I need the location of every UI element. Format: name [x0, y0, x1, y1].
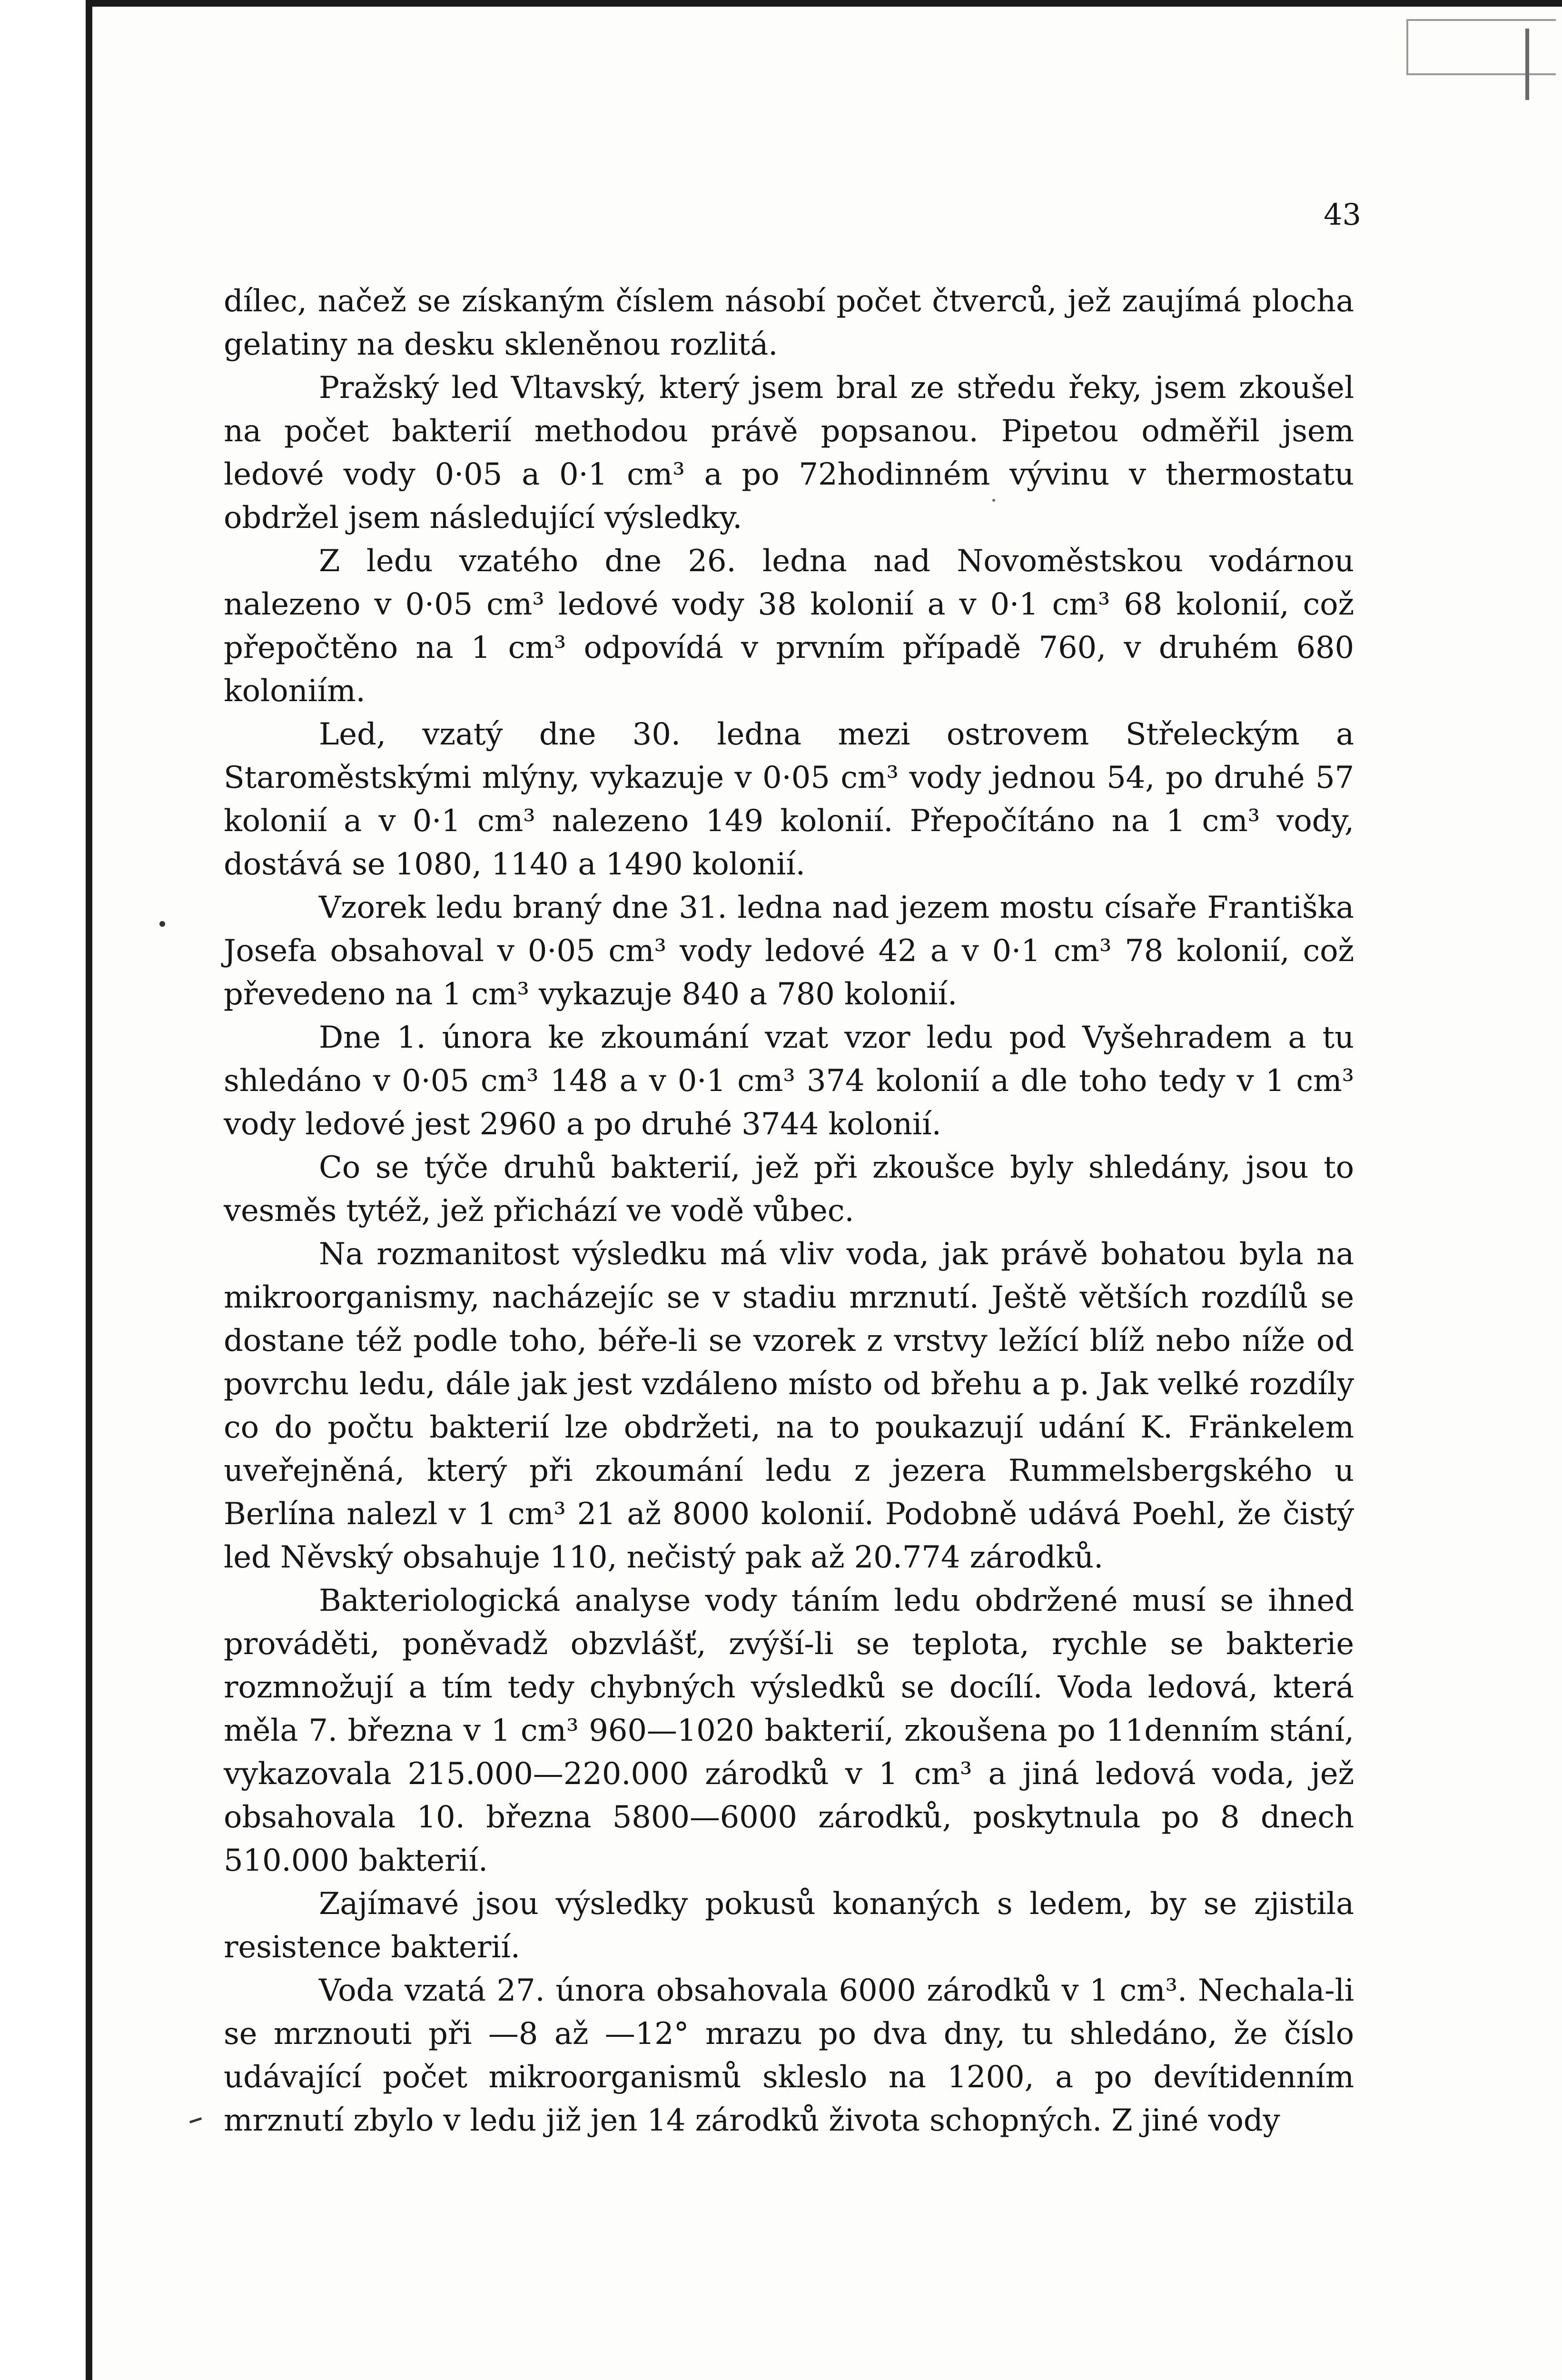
paragraph: Z ledu vzatého dne 26. ledna nad Novoměstskou vodárnou nalezeno v 0·05 cm³ ledové vody 38 kolonií a v 0·1 cm³ 68 kolonií, což přepočtěno na 1 cm³ odpovídá v prvním případě 760, v druhém 680 koloniím.	[224, 544, 1354, 709]
page-number: 43	[1324, 197, 1361, 232]
adjacent-page-edge	[1406, 19, 1556, 75]
paragraph: Led, vzatý dne 30. ledna mezi ostrovem Střeleckým a Staroměstskými mlýny, vykazuje v 0·05 cm³ vody jednou 54, po druhé 57 kolonií a v 0·1 cm³ nalezeno 149 kolonií. Přepočítáno na 1 cm³ vody, dostává se 1080, 1140 a 1490 kolonií.	[224, 717, 1354, 882]
ink-dot	[992, 499, 995, 502]
paragraph: Co se týče druhů bakterií, jež při zkoušce byly shledány, jsou to vesměs tytéž, jež přichází ve vodě vůbec.	[224, 1150, 1354, 1229]
body-text	[224, 280, 1354, 2142]
paragraph: Voda vzatá 27. února obsahovala 6000 zárodků v 1 cm³. Nechala-li se mrznouti při —8 až —12° mrazu po dva dny, tu shledáno, že číslo udávající počet mikroorganismů skleslo na 1200, a po devítidenním mrznutí zbylo v ledu již jen 14 zárodků života schopných. Z jiné vody	[224, 1973, 1354, 2138]
paragraph: Vzorek ledu braný dne 31. ledna nad jezem mostu císaře Františka Josefa obsahoval v 0·05 cm³ vody ledové 42 a v 0·1 cm³ 78 kolonií, což převedeno na 1 cm³ vykazuje 840 a 780 kolonií.	[224, 890, 1354, 1012]
paragraph: Na rozmanitost výsledku má vliv voda, jak právě bohatou byla na mikroorganismy, nacházejíc se v stadiu mrznutí. Ještě větších rozdílů se dostane též podle toho, béře-li se vzorek z vrstvy ležící blíž nebo níže od povrchu ledu, dále jak jest vzdáleno místo od břehu a p. Jak velké rozdíly co do počtu bakterií lze obdržeti, na to poukazují udání K. Fränkelem uveřejněná, který při zkoumání ledu z jezera Rummelsbergského u Berlína nalezl v 1 cm³ 21 až 8000 kolonií. Podobně udává Poehl, že čistý led Něvský obsahuje 110, nečistý pak až 20.774 zárodků.	[224, 1237, 1354, 1575]
paragraph: Dne 1. února ke zkoumání vzat vzor ledu pod Vyšehradem a tu shledáno v 0·05 cm³ 148 a v 0·1 cm³ 374 kolonií a dle toho tedy v 1 cm³ vody ledové jest 2960 a po druhé 3744 kolonií.	[224, 1020, 1354, 1142]
paragraph: Pražský led Vltavský, který jsem bral ze středu řeky, jsem zkoušel na počet bakterií methodou právě popsanou. Pipetou odměřil jsem ledové vody 0·05 a 0·1 cm³ a po 72hodinném vývinu v thermostatu obdržel jsem následující výsledky.	[224, 370, 1354, 536]
binding-mark	[1525, 29, 1529, 100]
paragraph: Bakteriologická analyse vody táním ledu obdržené musí se ihned prováděti, poněvadž obzvlášť, zvýší-li se teplota, rychle se bakterie rozmnožují a tím tedy chybných výsledků se docílí. Voda ledová, která měla 7. března v 1 cm³ 960—1020 bakterií, zkoušena po 11denním stání, vykazovala 215.000—220.000 zárodků v 1 cm³ a jiná ledová voda, jež obsahovala 10. března 5800—6000 zárodků, poskytnula po 8 dnech 510.000 bakterií.	[224, 1583, 1354, 1878]
ink-dot	[159, 921, 165, 927]
paragraph: dílec, načež se získaným číslem násobí počet čtverců, jež zaujímá plocha gelatiny na desku skleněnou rozlitá.	[224, 284, 1354, 362]
paragraph: Zajímavé jsou výsledky pokusů konaných s ledem, by se zjistila resistence bakterií.	[224, 1886, 1354, 1965]
